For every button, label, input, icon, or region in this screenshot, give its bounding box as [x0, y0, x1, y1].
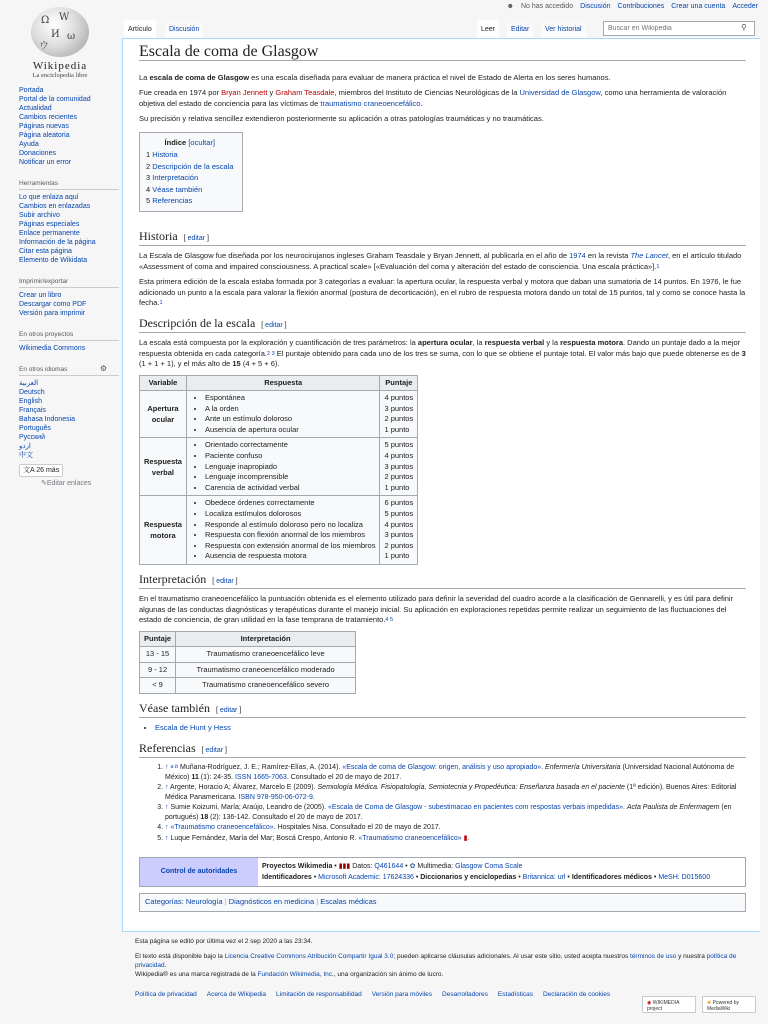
list-item: [155, 723, 746, 734]
search-input[interactable]: [603, 21, 755, 36]
score-value: 4 puntos: [384, 393, 414, 402]
categories-box: Categorías: Neurología | Diagnósticos en medicina | Escalas médicas: [139, 893, 746, 912]
response-cell: [186, 438, 380, 496]
britannica-link[interactable]: Britannica:: [522, 874, 556, 882]
score-value: 4 puntos: [384, 519, 414, 529]
authority-control-box: Control de autoridades Proyectos Wikimedia • ▮▮▮ Datos: Q461644 • ✿ Multimedia: Glasgow Coma Scale Identificadores • Microsoft Academic: 17624336 • Diccionarios y enciclopedias • Britannica: url • Identificadores médicos • MeSH: D015600: [139, 857, 746, 887]
response-item: • Lenguaje inapropiado: [205, 462, 376, 473]
toc-number: 3: [146, 173, 151, 182]
pencil-icon: ✎: [41, 480, 47, 487]
sidebar-item[interactable]: العربية: [19, 380, 39, 387]
wikidata-link[interactable]: Q461644: [374, 863, 404, 871]
references-list: [165, 763, 746, 843]
score-value: 3 puntos: [384, 403, 414, 413]
toc-link[interactable]: Descripción de la escala: [152, 161, 234, 171]
sidebar-item[interactable]: English: [19, 398, 42, 405]
sidebar-item[interactable]: Wikimedia Commons: [19, 345, 86, 352]
edit-section-link[interactable]: editar: [265, 321, 283, 329]
authority-control-label[interactable]: Control de autoridades: [140, 858, 258, 886]
table-cell: 9 - 12: [140, 662, 176, 678]
response-item: • Carencia de actividad verbal: [205, 483, 376, 494]
sidebar-item[interactable]: Portal de la comunidad: [19, 96, 91, 103]
personal-toolbar: [507, 3, 758, 10]
table-row: [140, 438, 418, 496]
score-cell: [380, 438, 418, 496]
footer-link[interactable]: Declaración de cookies: [542, 991, 611, 998]
variable-label: Apertura: [147, 404, 179, 414]
score-value: 3 puntos: [384, 530, 414, 540]
category-link[interactable]: Neurología: [185, 897, 223, 907]
toc-item[interactable]: [146, 149, 234, 161]
table-row: [140, 391, 418, 438]
toc-number: 1: [146, 150, 151, 159]
more-languages-button[interactable]: 文A 26 más: [19, 464, 63, 477]
footer-link[interactable]: Desarrolladores: [442, 991, 488, 998]
sidebar-item[interactable]: اردو: [19, 443, 31, 450]
commons-icon: ✿: [409, 863, 416, 871]
table-cell: Traumatismo craneoencefálico leve: [176, 647, 356, 663]
toc-link[interactable]: Véase también: [152, 184, 203, 194]
reference-item: 3. ↑ Sumie Koizumi, María; Araújo, Leandro de (2005). «Escala de Coma de Glasgow - subestimacao en pacientes com respostas verbais impedidas». Acta Paulista de Enfermagem (en portugués) 18 (2): 136-142. Consultado el 20 de mayo de 2017.: [165, 803, 746, 822]
response-item: • Respuesta con flexión anormal de los miembros: [205, 530, 376, 541]
sidebar-item[interactable]: Donaciones: [19, 150, 56, 157]
languages-heading: En otros idiomas ⚙: [19, 365, 119, 376]
sidebar: [19, 86, 119, 500]
tab-talk[interactable]: Discusión: [165, 20, 203, 38]
sidebar-item[interactable]: Enlace permanente: [19, 230, 80, 237]
sidebar-other-projects: [19, 330, 119, 353]
edit-section-link[interactable]: editar: [216, 577, 234, 585]
sidebar-item[interactable]: Ayuda: [19, 141, 39, 148]
microsoft-academic-link[interactable]: Microsoft Academic:: [318, 874, 381, 882]
sidebar-item[interactable]: Crear un libro: [19, 292, 62, 299]
footer-link[interactable]: Política de privacidad: [135, 991, 197, 998]
sidebar-item[interactable]: Français: [19, 407, 46, 414]
pdf-icon: ▮: [463, 834, 468, 842]
license-text: El texto está disponible bajo la Licencia Creative Commons Atribución Compartir Igual 3.0; pueden aplicarse cláusulas adicionales. Al usar este sitio, usted acepta nuestros términos de uso y nuestra política de privacidad. Wikipedia® es una marca registrada de la Fundación Wikimedia, Inc., una organización sin ánimo de lucro.: [135, 953, 737, 978]
response-item: • Paciente confuso: [205, 451, 376, 462]
user-icon: ☻: [506, 3, 514, 10]
variable-label: verbal: [151, 467, 175, 477]
wikimedia-icon: ◉: [647, 1000, 652, 1006]
table-cell: < 9: [140, 678, 176, 694]
response-item: • A la orden: [205, 404, 376, 415]
history-paragraph: Esta primera edición de la escala estaba formada por 3 categorías a evaluar: la apertura ocular, la respuesta verbal y motora que daban una sumatoria de 14 puntos. En 1976, le fue adicionado un punto a la escala para valorar la flexión anormal (postura de decorticación), en el rubro de respuesta motora dando un total de 15 puntos, tal y como se conoce hasta la fecha.$^1$: [139, 277, 746, 307]
sidebar-item[interactable]: Elemento de Wikidata: [19, 257, 88, 264]
toc-link[interactable]: Interpretación: [152, 173, 199, 182]
history-paragraph: La Escala de Glasgow fue diseñada por los neurocirujanos ingleses Graham Teasdale y Bryan Jennett, al publicarla en el año de 1974 en la revista The Lancet, en el artículo titulado «Assessment of coma and impaired consciousness. A practical scale» [«Evaluación del coma y alteración del estado de consciencia. Una escala práctica»].$^1$: [139, 251, 742, 271]
talk-link[interactable]: Discusión: [580, 3, 611, 10]
sidebar-item[interactable]: 中文: [19, 452, 33, 459]
response-item: • Espontánea: [205, 393, 376, 404]
see-also-link[interactable]: Escala de Hunt y Hess: [155, 723, 231, 733]
sidebar-item[interactable]: Información de la página: [19, 239, 96, 246]
table-row: [140, 496, 418, 565]
sidebar-item[interactable]: Páginas nuevas: [19, 123, 69, 130]
login-link[interactable]: Acceder: [732, 3, 758, 10]
wordmark: Wikipedia: [32, 60, 88, 72]
edit-section-link[interactable]: editar: [219, 706, 238, 714]
edit-section-link[interactable]: editar: [187, 234, 206, 242]
toc-item[interactable]: [146, 161, 234, 173]
variable-label: ocular: [151, 415, 175, 425]
reference-item: 1. ↑ $^{a b}$ Muñana-Rodríguez, J. E.; Ramírez-Elías, A. (2014). «Escala de coma de Glasgow: origen, análisis y uso apropiado». Enfermería Universitaria (Universidad Nacional Autónoma de México) 11 (1): 24-35. ISSN 1665-7063. Consultado el 20 de mayo de 2017.: [165, 763, 746, 782]
footer-link[interactable]: Versión para móviles: [371, 991, 433, 998]
score-value: 2 puntos: [384, 472, 414, 482]
intro-paragraph: Fue creada en 1974 por Bryan Jennett y Graham Teasdale, miembros del Instituto de Ciencias Neurológicas de la Universidad de Glasgow, como una herramienta de valoración objetiva del estado de conciencia para las víctimas de traumatismo craneoencefálico.: [139, 88, 727, 108]
toc-hide-toggle[interactable]: [ocultar]: [188, 137, 216, 147]
table-cell: 13 - 15: [140, 647, 176, 663]
not-logged-in-text: No has accedido: [521, 3, 574, 10]
score-value: 2 puntos: [384, 540, 414, 550]
tools-heading: Herramientas: [19, 179, 119, 190]
interpretation-table: [139, 631, 356, 694]
interpretation-paragraph: En el traumatismo craneoencefálico la puntuación obtenida es el elemento utilizado para definir la severidad del cuadro acorde a la clasificación de Gennarelli, y es útil para definir algunas de las conductas diagnósticas y terapéuticas durante el manejo inicial. Su aplicación en exploraciones repetidas permite realizar un seguimiento de las fluctuaciones del estado de conciencia, de gran utilidad en la fase temprana de tratamiento.$^{4 5}$: [139, 594, 734, 625]
score-value: 2 puntos: [384, 414, 414, 424]
response-cell: [186, 391, 380, 438]
sidebar-languages: [19, 365, 119, 488]
tab-edit[interactable]: Editar: [507, 20, 533, 38]
tagline: La enciclopedia libre: [32, 72, 88, 79]
response-item: • Ante un estímulo doloroso: [205, 414, 376, 425]
categories-label[interactable]: Categorías: [145, 897, 182, 907]
sidebar-item[interactable]: Português: [19, 425, 51, 432]
score-value: 1 punto: [384, 482, 410, 492]
response-item: • Ausencia de apertura ocular: [205, 425, 376, 436]
wikidata-icon: ▮▮▮: [338, 863, 351, 871]
table-header: Puntaje: [380, 375, 418, 391]
translate-icon: 文A: [23, 467, 35, 474]
response-item: • Localiza estímulos dolorosos: [205, 509, 376, 520]
variable-cell: [140, 496, 187, 565]
sidebar-item[interactable]: Notificar un error: [19, 159, 72, 166]
score-value: 1 punto: [384, 551, 410, 561]
tab-article[interactable]: Artículo: [124, 20, 156, 38]
table-row: [140, 647, 356, 663]
sidebar-item[interactable]: Actualidad: [19, 105, 52, 112]
response-item: • Orientado correctamente: [205, 440, 376, 451]
wikipedia-logo[interactable]: [18, 7, 102, 79]
score-value: 6 puntos: [384, 498, 414, 508]
sidebar-item[interactable]: Páginas especiales: [19, 221, 80, 228]
response-item: • Obedece órdenes correctamente: [205, 498, 376, 509]
score-cell: [380, 496, 418, 565]
variable-label: motora: [150, 531, 176, 541]
section-heading-see-also: Véase también [ editar ]: [139, 703, 746, 719]
toc-link[interactable]: Historia: [152, 150, 178, 159]
response-item: • Respuesta con extensión anormal de los miembros: [205, 541, 376, 552]
score-value: 1 punto: [384, 424, 410, 434]
footer-link[interactable]: Estadísticas: [497, 991, 533, 998]
sidebar-item[interactable]: Cambios recientes: [19, 114, 77, 121]
see-also-list: [155, 723, 746, 734]
sidebar-print: [19, 277, 119, 318]
response-cell: [186, 496, 380, 565]
contributions-link[interactable]: Contribuciones: [617, 3, 665, 10]
footer-link[interactable]: Limitación de responsabilidad: [276, 991, 362, 998]
variable-label: Respuesta: [144, 520, 182, 530]
variable-label: Respuesta: [144, 456, 182, 466]
category-link[interactable]: Escalas médicas: [320, 897, 377, 907]
tab-read[interactable]: Leer: [477, 20, 499, 38]
footer-link[interactable]: Acerca de Wikipedia: [206, 991, 267, 998]
toc-item[interactable]: [146, 195, 234, 207]
score-cell: [380, 391, 418, 438]
toc-item[interactable]: [146, 184, 234, 196]
table-header: Interpretación: [176, 631, 356, 647]
sidebar-item[interactable]: Lo que enlaza aquí: [19, 194, 79, 201]
toc-link[interactable]: Referencias: [152, 196, 193, 205]
tab-history[interactable]: Ver historial: [541, 20, 586, 38]
sidebar-item[interactable]: Versión para imprimir: [19, 310, 86, 317]
sidebar-item[interactable]: Subir archivo: [19, 212, 60, 219]
category-link[interactable]: Diagnósticos en medicina: [228, 897, 315, 907]
sidebar-item[interactable]: Página aleatoria: [19, 132, 70, 139]
sidebar-item[interactable]: Citar esta página: [19, 248, 72, 255]
sidebar-tools: [19, 179, 119, 265]
powered-by-mediawiki-badge[interactable]: ❀ Powered by MediaWiki: [702, 996, 756, 1013]
score-value: 5 puntos: [384, 440, 414, 450]
intro-paragraph: La escala de coma de Glasgow es una escala diseñada para evaluar de manera práctica el nivel de Estado de Alerta en los seres humanos.: [139, 72, 611, 82]
response-item: • Ausencia de respuesta motora: [205, 551, 376, 562]
response-item: • Lenguaje incomprensible: [205, 472, 376, 483]
toc-number: 2: [146, 161, 151, 171]
create-account-link[interactable]: Crear una cuenta: [671, 3, 726, 10]
variable-cell: [140, 391, 187, 438]
edit-links[interactable]: ✎Editar enlaces: [41, 480, 92, 487]
score-value: 4 puntos: [384, 450, 414, 460]
reference-item: 2. ↑ Argente, Horacio A; Álvarez, Marcelo E (2009). Semiología Médica. Fisiopatología, Semiotecnia y Propedéutica: Enseñanza basada en el paciente (1ª edición). Buenos Aires: Editorial Médica Panamericana. ISBN 978-950-06-072-9.: [165, 783, 746, 802]
last-edited: Esta página se editó por última vez el 2 sep 2020 a las 23:34.: [135, 938, 313, 945]
footer: [135, 937, 755, 999]
variable-cell: [140, 438, 187, 496]
sidebar-navigation: [19, 86, 119, 167]
wikimedia-project-badge[interactable]: ◉ WIKIMEDIA project: [642, 996, 696, 1013]
toc-number: 5: [146, 196, 151, 205]
reference-item: 5. ↑ Luque Fernández, María del Mar; Boscá Crespo, Antonio R. «Traumatismo craneoencefálico» ▮.: [165, 834, 746, 844]
mesh-link[interactable]: MeSH:: [658, 874, 680, 882]
section-heading-references: Referencias [ editar ]: [139, 743, 746, 759]
page-title: Escala de coma de Glasgow: [139, 47, 746, 61]
table-header: Respuesta: [186, 375, 380, 391]
table-of-contents: Índice [ocultar] 1 Historia 2 Descripción de la escala 3 Interpretación 4 Véase también 5 Referencias: [139, 132, 243, 212]
other-projects-heading: En otros proyectos: [19, 330, 119, 341]
sidebar-item[interactable]: Deutsch: [19, 389, 45, 396]
table-row: [140, 662, 356, 678]
response-item: • Responde al estímulo doloroso pero no localiza: [205, 520, 376, 531]
score-value: 3 puntos: [384, 461, 414, 471]
table-cell: Traumatismo craneoencefálico severo: [176, 678, 356, 694]
puzzle-globe-icon: Ω W И ω ウ: [31, 7, 89, 57]
commons-link[interactable]: Glasgow Coma Scale: [455, 863, 523, 871]
intro-paragraph: Su precisión y relativa sencillez extendieron posteriormente su aplicación a otras patologías traumáticas y no traumáticas.: [139, 114, 544, 123]
section-heading-history: Historia [ editar ]: [139, 231, 746, 247]
mediawiki-icon: ❀: [707, 1000, 712, 1006]
sidebar-item[interactable]: Portada: [19, 87, 44, 94]
reference-item: 4. ↑ «Traumatismo craneoencefálico». Hospitales Nisa. Consultado el 20 de mayo de 2017.: [165, 823, 746, 833]
sidebar-item[interactable]: Русский: [19, 434, 45, 441]
gear-icon[interactable]: ⚙: [99, 364, 107, 373]
description-paragraph: La escala está compuesta por la exploración y cuantificación de tres parámetros: la apertura ocular, la respuesta verbal y la respuesta motora. Dando un puntaje dado a la mejor respuesta obtenida en cada categoría.$^{2 3}$ El puntaje obtenido para cada uno de los tres se suma, con lo que se obtiene el puntaje total. El valor más bajo que puede obtenerse es de 3 (1 + 1 + 1), y el más alto de 15 (4 + 5 + 6).: [139, 338, 746, 368]
table-header: Puntaje: [140, 631, 176, 647]
sidebar-item[interactable]: Cambios en enlazadas: [19, 203, 91, 210]
article-content: [122, 38, 760, 932]
sidebar-item[interactable]: Bahasa Indonesia: [19, 416, 76, 423]
sidebar-item[interactable]: Descargar como PDF: [19, 301, 87, 308]
search-icon[interactable]: ⚲: [741, 23, 747, 32]
edit-section-link[interactable]: editar: [205, 746, 224, 754]
section-heading-interpretation: Interpretación [ editar ]: [139, 574, 746, 590]
print-heading: Imprimir/exportar: [19, 277, 119, 288]
table-row: [140, 678, 356, 694]
toc-number: 4: [146, 184, 151, 194]
table-cell: Traumatismo craneoencefálico moderado: [176, 662, 356, 678]
glasgow-scale-table: [139, 375, 418, 565]
score-value: 5 puntos: [384, 508, 414, 518]
table-header: Variable: [140, 375, 187, 391]
section-heading-description: Descripción de la escala [ editar ]: [139, 318, 746, 334]
toc-item[interactable]: [146, 172, 234, 184]
